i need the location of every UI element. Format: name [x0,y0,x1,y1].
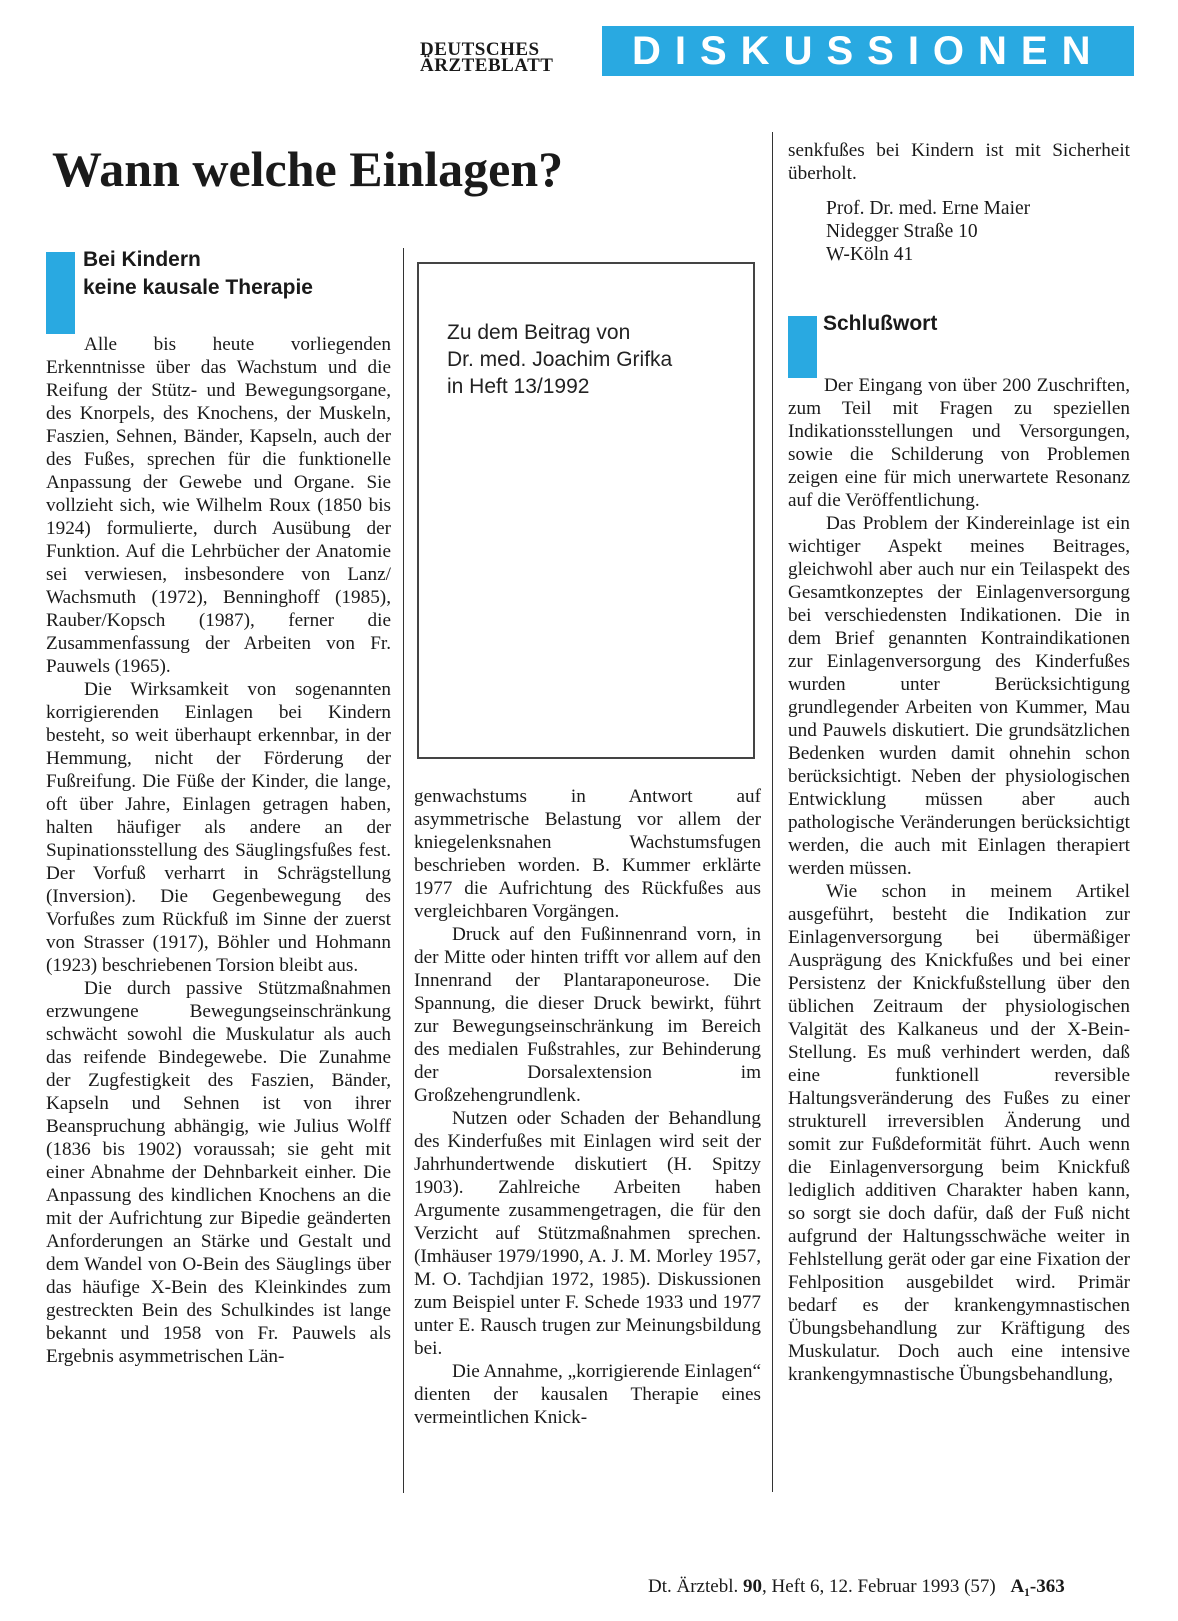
letter-paragraph: Die durch passive Stützmaßnahmen erzwungene Bewegungseinschränkung schwächt sowohl die Muskulatur als auch das reifende Bindegewebe. Die Zunahme der Zugfestigkeit des Faszien, Bänder, Kapseln und Sehnen ist von ihrer Beanspruchung abhängig, wie Julius Wolff (1836 bis 1902) voraussah; sie geht mit einer Abnahme der Dehnbarkeit einher. Die Anpassung des kindlichen Knochens an die mit der Aufrichtung zur Bipedie geänderten Anforderungen an Stärke und Gestalt und dem Wandel von O-Bein des Säuglings über das häufige X-Bein des Kleinkindes zum gestreckten Bein des Schulkindes ist lange bekannt und 1958 von Fr. Pauwels als Ergebnis asymmetrischen Län- [46,978,391,1367]
page-footer [648,1576,1065,1598]
reference-line: Dr. med. Joachim Grifka [447,348,673,371]
reply-column [788,374,1130,1386]
letter-signature [826,197,1030,266]
signature-name: Prof. Dr. med. Erne Maier [826,198,1031,219]
column-rule [772,132,773,1492]
letter-paragraph: Nutzen oder Schaden der Behandlung des Kinderfußes mit Einlagen wird seit der Jahrhundertwende diskutiert (H. Spitzy 1903). Zahlreiche Arbeiten haben Argumente zusammengetragen, die für den Verzicht auf Stützmaßnahmen sprechen. (Imhäuser 1979/1990, A. J. M. Morley 1957, M. O. Tachdjian 1972, 1985). Diskussionen zum Beispiel unter F. Schede 1933 und 1977 unter E. Rausch trugen zur Meinungsbildung bei. [414,1108,761,1359]
signature-street: Nidegger Straße 10 [826,221,978,242]
letter-column-2 [414,785,761,1429]
reply-paragraph: Das Problem der Kindereinlage ist ein wichtiger Aspekt meines Beitrages, gleichwohl aber auch nur ein Teilaspekt des Gesamtkonzeptes der Einlagenversorgung bei verschiedensten Indikationen. Die in dem Brief genannten Kontraindikationen zur Einlagenversorgung des Kinderfußes wurden unter Berücksichtigung grundlegender Arbeiten von Kummer, Mau und Pauwels diskutiert. Die grundsätzlichen Bedenken wurden damit ohnehin schon berücksichtigt. Neben der physiologischen Entwicklung müssen aber auch pathologische Veränderungen berücksichtigt werden, die auch mit Einlagen therapiert werden müssen. [788,513,1130,879]
letter-paragraph: Die Wirksamkeit von sogenannten korrigierenden Einlagen bei Kindern besteht, so weit überhaupt erkennbar, in der Hemmung, nicht der Förderung der Fußreifung. Die Füße der Kinder, die lange, oft über Jahre, Einlagen getragen haben, halten häufiger als andere an der Supinationsstellung des Säuglingsfußes fest. Der Vorfuß verharrt in Schrägstellung (Inversion). Die Gegenbewegung des Vorfußes zum Rückfuß im Sinne der zuerst von Strasser (1917), Böhler und Hohmann (1923) beschriebenen Torsion bleibt aus. [46,679,391,976]
letter-column-1 [46,333,391,1368]
article-title: Wann welche Einlagen? [52,141,564,197]
reply-paragraph: Wie schon in meinem Artikel ausgeführt, besteht die Indikation zur Einlagenversorgung bei übermäßiger Ausprägung des Knickfußes und bei einer Persistenz der Knickfußstellung über den üblichen Zeitraum der physiologischen Valgität des Kalkaneus und der X-Bein-Stellung. Es muß verhindert werden, daß eine funktionell reversible Haltungsveränderung des Fußes zu einer strukturell irreversiblen Änderung und somit zur Fußdeformität führt. Auch wenn die Einlagenversorgung beim Knickfuß lediglich additiven Charakter haben kann, so sorgt sie doch dafür, daß der Fuß nicht aufgrund der Haltungsschwäche weiter in Fehlstellung gerät oder gar eine Fixation der Fehlposition ausgebildet wird. Primär bedarf es der krankengymnastischen Übungsbehandlung zur Kräftigung des Muskulatur. Doch auch eine intensive krankengymnastische Übungsbehandlung, [788,881,1130,1385]
letter-paragraph: Druck auf den Fußinnenrand vorn, in der Mitte oder hinten trifft vor allem auf den Innenrand der Plantaraponeurose. Die Spannung, die dieser Druck bewirkt, führt zur Bewegungseinschränkung im Bereich des medialen Fußstrahles, zur Behinderung der Dorsalextension im Großzehengrundlenk. [414,924,761,1106]
heading-marker [46,252,75,334]
letter-heading-line-2: keine kausale Therapie [83,276,313,299]
letter-paragraph: Die Annahme, „korrigierende Einlagen“ dienten der kausalen Therapie eines vermeintlichen Knick- [414,1361,762,1428]
reference-text [447,319,672,400]
letter-paragraph: genwachstums in Antwort auf asymmetrische Belastung vor allem der kniegelenksnahen Wachstumsfugen beschrieben worden. B. Kummer erklärte 1977 die Aufrichtung des Rückfußes aus vergleichbaren Vorgängen. [414,786,761,922]
brand-line-2: ÄRZTEBLATT [420,55,554,76]
letter-heading-line-1: Bei Kindern [83,248,201,271]
heading-marker [788,316,817,378]
section-label: DISKUSSIONEN [632,29,1105,73]
brand-line-1: DEUTSCHES [420,39,540,60]
reply-heading: Schlußwort [823,312,938,335]
letter-heading [83,246,313,302]
letter-paragraph: Alle bis heute vorliegenden Erkenntnisse über das Wachstum und die Reifung der Stütz- und Bewegungsorgane, des Knorpels, des Knochens, der Muskeln, Faszien, Sehnen, Bänder, Kapseln, auch der des Fußes, sprechen für die funktionelle Anpassung der Gewebe und Organe. Sie vollzieht sich, wie Wilhelm Roux (1850 bis 1924) formulierte, durch Ausübung der Funktion. Auf die Lehrbücher der Anatomie sei verwiesen, insbesondere von Lanz/ Wachsmuth (1972), Benninghoff (1985), Rauber/Kopsch (1987), ferner die Zusammenfassung der Arbeiten von Fr. Pauwels (1965). [46,334,391,677]
footer-issue: , Heft 6, 12. Februar 1993 (57) [761,1576,996,1597]
letter-continuation [788,139,1130,185]
reference-box [417,262,755,759]
column-rule [403,248,404,1493]
footer-volume: 90 [742,1576,762,1597]
section-banner [602,26,1134,76]
letter-paragraph: senkfußes bei Kindern ist mit Sicherheit überholt. [788,140,1130,184]
footer-page: A₁-363 [1010,1576,1065,1597]
reference-line: in Heft 13/1992 [447,375,590,398]
signature-city: W-Köln 41 [826,244,914,265]
reply-paragraph: Der Eingang von über 200 Zuschriften, zum Teil mit Fragen zu speziellen Indikationsstellungen und Versorgungen, sowie die Schilderung von Problemen zeigen eine für mich unerwartete Resonanz auf die Veröffentlichung. [788,375,1130,511]
reference-line: Zu dem Beitrag von [447,321,631,344]
footer-journal: Dt. Ärztebl. [648,1576,739,1597]
publication-logo [420,39,554,76]
